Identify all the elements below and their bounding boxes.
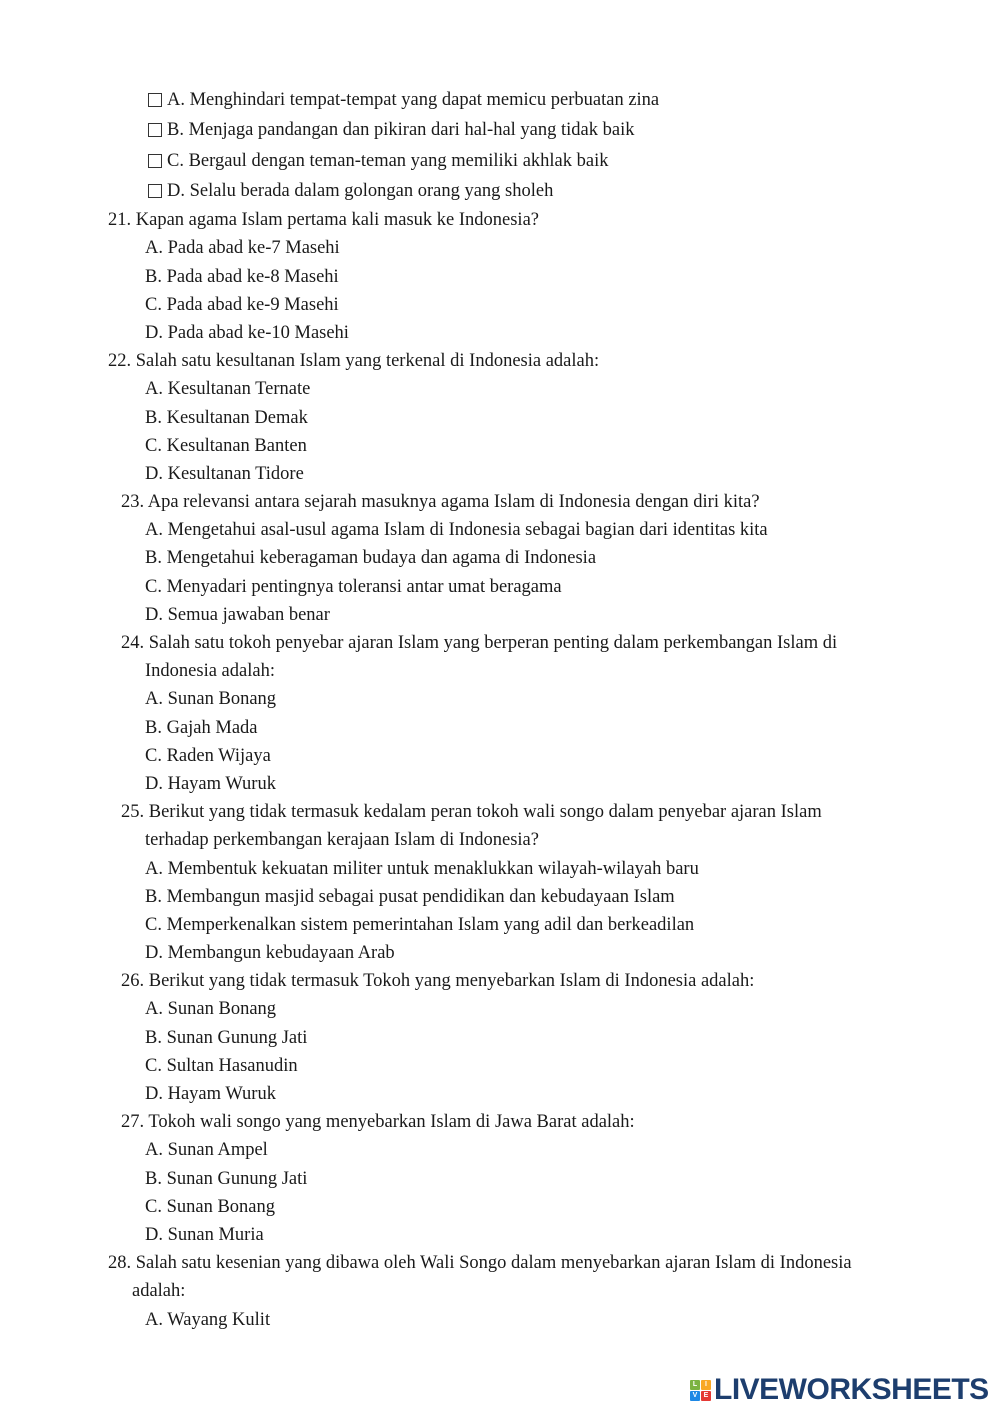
- answer-option[interactable]: A. Kesultanan Ternate: [145, 379, 311, 400]
- question-25: [0, 798, 999, 967]
- question-text-continued: terhadap perkembangan kerajaan Islam di Indonesia?: [145, 830, 539, 851]
- question-22: [0, 347, 999, 488]
- answer-option[interactable]: B. Pada abad ke-8 Masehi: [145, 266, 339, 287]
- answer-option[interactable]: A. Mengetahui asal-usul agama Islam di Indonesia sebagai bagian dari identitas kita: [145, 520, 768, 541]
- answer-option[interactable]: A. Membentuk kekuatan militer untuk menaklukkan wilayah-wilayah baru: [145, 858, 699, 879]
- answer-option[interactable]: C. Raden Wijaya: [145, 745, 271, 766]
- answer-option[interactable]: B. Kesultanan Demak: [145, 407, 308, 428]
- answer-option[interactable]: D. Kesultanan Tidore: [145, 463, 304, 484]
- answer-option[interactable]: B. Gajah Mada: [145, 717, 258, 738]
- question-text-continued: Indonesia adalah:: [145, 661, 275, 682]
- answer-option[interactable]: A. Wayang Kulit: [145, 1309, 271, 1330]
- checkbox-icon[interactable]: [148, 154, 162, 168]
- answer-option[interactable]: D. Membangun kebudayaan Arab: [145, 943, 395, 964]
- checkbox-icon[interactable]: [148, 123, 162, 137]
- logo-tile: V: [690, 1391, 700, 1401]
- question-28: [0, 1249, 999, 1334]
- answer-option[interactable]: D. Hayam Wuruk: [145, 773, 276, 794]
- answer-option[interactable]: C. Sunan Bonang: [145, 1196, 276, 1217]
- question-24: [0, 629, 999, 798]
- checkbox-options: [0, 85, 999, 206]
- answer-option[interactable]: C. Sultan Hasanudin: [145, 1055, 298, 1076]
- question-text: 21. Kapan agama Islam pertama kali masuk ke Indonesia?: [108, 210, 539, 231]
- answer-option[interactable]: A. Sunan Ampel: [145, 1140, 268, 1161]
- option-label: C. Bergaul dengan teman-teman yang memiliki akhlak baik: [167, 150, 609, 171]
- logo-tiles-icon: [690, 1380, 711, 1401]
- checkbox-icon[interactable]: [148, 93, 162, 107]
- checkbox-option[interactable]: [0, 85, 999, 115]
- answer-option[interactable]: B. Membangun masjid sebagai pusat pendidikan dan kebudayaan Islam: [145, 886, 675, 907]
- question-26: [0, 967, 999, 1108]
- question-23: [0, 488, 999, 629]
- logo-tile: L: [690, 1380, 700, 1390]
- question-text: 23. Apa relevansi antara sejarah masuknya agama Islam di Indonesia dengan diri kita?: [121, 492, 760, 513]
- worksheet-page: [0, 85, 999, 1334]
- answer-option[interactable]: A. Sunan Bonang: [145, 999, 277, 1020]
- question-text-continued: adalah:: [132, 1281, 186, 1302]
- logo-tile: I: [701, 1380, 711, 1390]
- liveworksheets-logo: [690, 1373, 989, 1407]
- answer-option[interactable]: D. Semua jawaban benar: [145, 604, 330, 625]
- answer-option[interactable]: C. Pada abad ke-9 Masehi: [145, 294, 339, 315]
- answer-option[interactable]: D. Sunan Muria: [145, 1224, 264, 1245]
- answer-option[interactable]: D. Pada abad ke-10 Masehi: [145, 322, 349, 343]
- answer-option[interactable]: C. Memperkenalkan sistem pemerintahan Islam yang adil dan berkeadilan: [145, 914, 695, 935]
- logo-text: LIVEWORKSHEETS: [714, 1373, 989, 1406]
- logo-tile: E: [701, 1391, 711, 1401]
- checkbox-option[interactable]: [0, 176, 999, 206]
- answer-option[interactable]: A. Pada abad ke-7 Masehi: [145, 238, 340, 259]
- question-list: [0, 206, 999, 1334]
- option-label: A. Menghindari tempat-tempat yang dapat memicu perbuatan zina: [167, 90, 660, 110]
- question-27: [0, 1108, 999, 1249]
- question-text: 24. Salah satu tokoh penyebar ajaran Islam yang berperan penting dalam perkembangan Islam di: [121, 633, 838, 653]
- question-text: 28. Salah satu kesenian yang dibawa oleh Wali Songo dalam menyebarkan ajaran Islam di Indonesia: [108, 1253, 852, 1274]
- answer-option[interactable]: B. Sunan Gunung Jati: [145, 1027, 308, 1048]
- question-text: 27. Tokoh wali songo yang menyebarkan Islam di Jawa Barat adalah:: [121, 1112, 635, 1133]
- checkbox-option[interactable]: [0, 146, 999, 176]
- answer-option[interactable]: A. Sunan Bonang: [145, 689, 277, 710]
- question-text: 25. Berikut yang tidak termasuk kedalam peran tokoh wali songo dalam penyebar ajaran Islam: [121, 802, 822, 823]
- answer-option[interactable]: C. Menyadari pentingnya toleransi antar umat beragama: [145, 576, 562, 597]
- answer-option[interactable]: D. Hayam Wuruk: [145, 1084, 276, 1104]
- checkbox-icon[interactable]: [148, 184, 162, 198]
- option-label: B. Menjaga pandangan dan pikiran dari hal-hal yang tidak baik: [167, 120, 635, 141]
- question-21: [0, 206, 999, 347]
- checkbox-option[interactable]: [0, 115, 999, 145]
- answer-option[interactable]: B. Sunan Gunung Jati: [145, 1168, 308, 1189]
- option-label: D. Selalu berada dalam golongan orang yang sholeh: [167, 180, 554, 201]
- answer-option[interactable]: C. Kesultanan Banten: [145, 435, 307, 456]
- question-text: 26. Berikut yang tidak termasuk Tokoh yang menyebarkan Islam di Indonesia adalah:: [121, 971, 755, 992]
- question-text: 22. Salah satu kesultanan Islam yang terkenal di Indonesia adalah:: [108, 351, 600, 372]
- answer-option[interactable]: B. Mengetahui keberagaman budaya dan agama di Indonesia: [145, 548, 597, 569]
